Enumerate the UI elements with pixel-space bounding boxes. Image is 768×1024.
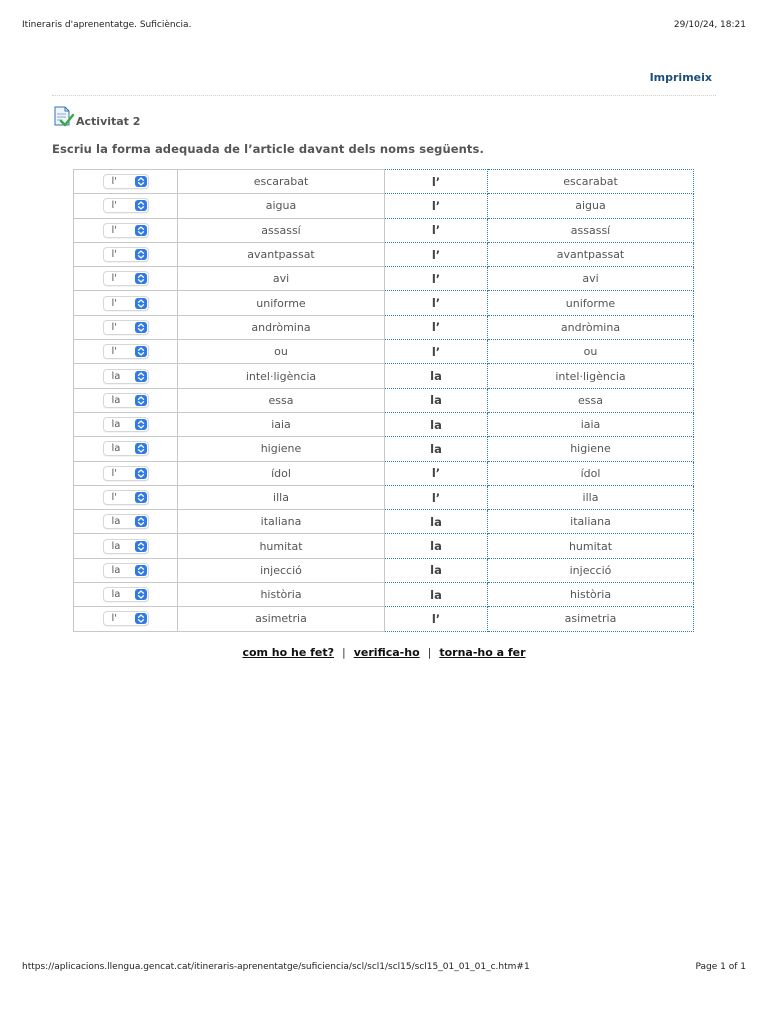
- article-select-value: la: [111, 443, 121, 455]
- answer-article-cell: l’: [385, 242, 488, 266]
- noun-cell: asimetria: [178, 607, 385, 631]
- table-row: [74, 583, 694, 607]
- select-cell: [74, 461, 178, 485]
- article-select-value: la: [111, 419, 121, 431]
- article-select-value: l': [111, 249, 118, 261]
- select-cell: [74, 485, 178, 509]
- chevron-up-down-icon: [135, 541, 147, 552]
- noun-cell: intel·ligència: [178, 364, 385, 388]
- chevron-up-down-icon: [135, 565, 147, 576]
- answer-noun-cell: injecció: [488, 558, 694, 582]
- action-links: [0, 646, 768, 659]
- noun-cell: italiana: [178, 510, 385, 534]
- answer-article-cell: la: [385, 583, 488, 607]
- select-cell: [74, 607, 178, 631]
- noun-cell: iaia: [178, 412, 385, 436]
- noun-cell: avantpassat: [178, 242, 385, 266]
- link-separator: |: [427, 646, 432, 659]
- table-row: [74, 315, 694, 339]
- answer-noun-cell: italiana: [488, 510, 694, 534]
- chevron-up-down-icon: [135, 589, 147, 600]
- table-row: [74, 534, 694, 558]
- chevron-up-down-icon: [135, 443, 147, 454]
- noun-cell: escarabat: [178, 170, 385, 194]
- print-footer-url: https://aplicacions.llengua.gencat.cat/itineraris-aprenentatge/suficiencia/scl/scl1/scl15/scl15_01_01_01_c.htm#1: [22, 962, 530, 972]
- answer-noun-cell: asimetria: [488, 607, 694, 631]
- article-select[interactable]: [103, 296, 149, 311]
- article-select[interactable]: [103, 223, 149, 238]
- chevron-up-down-icon: [135, 346, 147, 357]
- answer-noun-cell: humitat: [488, 534, 694, 558]
- article-select[interactable]: [103, 490, 149, 505]
- table-row: [74, 218, 694, 242]
- article-select-value: l': [111, 492, 118, 503]
- table-row: [74, 291, 694, 315]
- table-row: [74, 510, 694, 534]
- chevron-up-down-icon: [135, 395, 147, 406]
- select-cell: [74, 170, 178, 194]
- article-select[interactable]: [103, 514, 149, 529]
- noun-cell: uniforme: [178, 291, 385, 315]
- table-row: [74, 558, 694, 582]
- answer-article-cell: la: [385, 534, 488, 558]
- noun-cell: avi: [178, 267, 385, 291]
- article-select-value: l': [111, 467, 118, 479]
- answer-noun-cell: higiene: [488, 437, 694, 461]
- answer-noun-cell: iaia: [488, 412, 694, 436]
- chevron-up-down-icon: [135, 371, 147, 382]
- select-cell: [74, 242, 178, 266]
- table-row: [74, 364, 694, 388]
- article-select-value: l': [111, 200, 118, 212]
- select-cell: [74, 340, 178, 364]
- exercise-table: [73, 169, 694, 632]
- noun-cell: ou: [178, 340, 385, 364]
- answer-noun-cell: avi: [488, 267, 694, 291]
- print-link[interactable]: Imprimeix: [649, 71, 712, 84]
- chevron-up-down-icon: [135, 273, 147, 284]
- article-select-value: la: [111, 564, 121, 576]
- noun-cell: assassí: [178, 218, 385, 242]
- table-row: [74, 412, 694, 436]
- answer-article-cell: la: [385, 412, 488, 436]
- table-row: [74, 485, 694, 509]
- select-cell: [74, 218, 178, 242]
- article-select[interactable]: [103, 441, 149, 456]
- article-select-value: l': [111, 346, 118, 358]
- chevron-up-down-icon: [135, 225, 147, 236]
- answer-article-cell: l’: [385, 315, 488, 339]
- article-select-value: l': [111, 613, 118, 625]
- answer-article-cell: la: [385, 388, 488, 412]
- select-cell: [74, 510, 178, 534]
- article-select[interactable]: [103, 344, 149, 359]
- check-link[interactable]: verifica-ho: [353, 646, 420, 659]
- chevron-up-down-icon: [135, 176, 147, 187]
- table-row: [74, 461, 694, 485]
- print-header: [22, 20, 746, 30]
- article-select[interactable]: [103, 393, 149, 408]
- answer-noun-cell: ou: [488, 340, 694, 364]
- answer-article-cell: l’: [385, 485, 488, 509]
- article-select[interactable]: [103, 466, 149, 481]
- table-row: [74, 340, 694, 364]
- chevron-up-down-icon: [135, 613, 147, 624]
- article-select[interactable]: [103, 539, 149, 554]
- divider: [52, 95, 716, 96]
- answer-article-cell: la: [385, 437, 488, 461]
- answer-article-cell: la: [385, 510, 488, 534]
- chevron-up-down-icon: [135, 516, 147, 527]
- answer-noun-cell: avantpassat: [488, 242, 694, 266]
- article-select-value: la: [111, 540, 121, 552]
- select-cell: [74, 291, 178, 315]
- answer-article-cell: l’: [385, 607, 488, 631]
- select-cell: [74, 558, 178, 582]
- chevron-up-down-icon: [135, 492, 147, 503]
- link-separator: |: [342, 646, 346, 659]
- table-row: [74, 170, 694, 194]
- select-cell: [74, 364, 178, 388]
- table-row: [74, 267, 694, 291]
- select-cell: [74, 194, 178, 218]
- table-row: [74, 194, 694, 218]
- noun-cell: humitat: [178, 534, 385, 558]
- noun-cell: aigua: [178, 194, 385, 218]
- answer-noun-cell: andròmina: [488, 315, 694, 339]
- article-select[interactable]: [103, 587, 149, 602]
- how-did-i-do-link[interactable]: com ho he fet?: [242, 646, 335, 659]
- answer-noun-cell: ídol: [488, 461, 694, 485]
- article-select[interactable]: [103, 611, 149, 626]
- instructions: Escriu la forma adequada de l’article davant dels noms següents.: [52, 142, 484, 156]
- activity-check-icon: [52, 106, 74, 128]
- table-row: [74, 242, 694, 266]
- answer-article-cell: l’: [385, 291, 488, 315]
- article-select-value: l': [111, 224, 118, 236]
- article-select[interactable]: [103, 271, 149, 286]
- noun-cell: illa: [178, 485, 385, 509]
- select-cell: [74, 437, 178, 461]
- chevron-up-down-icon: [135, 322, 147, 333]
- select-cell: [74, 412, 178, 436]
- answer-noun-cell: illa: [488, 485, 694, 509]
- table-row: [74, 437, 694, 461]
- answer-article-cell: l’: [385, 461, 488, 485]
- article-select-value: l': [111, 273, 118, 285]
- article-select[interactable]: [103, 563, 149, 578]
- answer-article-cell: l’: [385, 170, 488, 194]
- chevron-up-down-icon: [135, 298, 147, 309]
- select-cell: [74, 583, 178, 607]
- article-select[interactable]: [103, 369, 149, 384]
- answer-article-cell: l’: [385, 340, 488, 364]
- reset-link[interactable]: torna-ho a fer: [439, 646, 526, 659]
- answer-noun-cell: història: [488, 583, 694, 607]
- answer-article-cell: l’: [385, 267, 488, 291]
- answer-noun-cell: uniforme: [488, 291, 694, 315]
- chevron-up-down-icon: [135, 249, 147, 260]
- article-select-value: la: [111, 589, 121, 601]
- article-select-value: la: [111, 516, 121, 528]
- answer-article-cell: la: [385, 364, 488, 388]
- print-header-datetime: 29/10/24, 18:21: [673, 20, 746, 30]
- article-select[interactable]: [103, 247, 149, 262]
- article-select-value: l': [111, 321, 118, 333]
- article-select-value: l': [111, 297, 118, 309]
- print-footer-page: Page 1 of 1: [695, 962, 746, 972]
- answer-noun-cell: essa: [488, 388, 694, 412]
- chevron-up-down-icon: [135, 468, 147, 479]
- noun-cell: essa: [178, 388, 385, 412]
- select-cell: [74, 388, 178, 412]
- noun-cell: injecció: [178, 558, 385, 582]
- chevron-up-down-icon: [135, 200, 147, 211]
- article-select[interactable]: [103, 198, 149, 213]
- answer-article-cell: la: [385, 558, 488, 582]
- article-select[interactable]: [103, 174, 149, 189]
- chevron-up-down-icon: [135, 419, 147, 430]
- article-select[interactable]: [103, 417, 149, 432]
- article-select[interactable]: [103, 320, 149, 335]
- print-footer: [22, 962, 746, 972]
- answer-noun-cell: intel·ligència: [488, 364, 694, 388]
- table-row: [74, 388, 694, 412]
- select-cell: [74, 534, 178, 558]
- activity-title: Activitat 2: [76, 115, 141, 128]
- noun-cell: història: [178, 583, 385, 607]
- answer-noun-cell: aigua: [488, 194, 694, 218]
- noun-cell: higiene: [178, 437, 385, 461]
- print-header-title: Itineraris d'aprenentatge. Suficiència.: [22, 20, 192, 30]
- table-row: [74, 607, 694, 631]
- select-cell: [74, 315, 178, 339]
- noun-cell: ídol: [178, 461, 385, 485]
- article-select-value: l': [111, 176, 118, 188]
- activity-header: [52, 106, 140, 128]
- noun-cell: andròmina: [178, 315, 385, 339]
- article-select-value: la: [111, 394, 121, 406]
- answer-noun-cell: assassí: [488, 218, 694, 242]
- answer-article-cell: l’: [385, 194, 488, 218]
- select-cell: [74, 267, 178, 291]
- article-select-value: la: [111, 370, 121, 382]
- answer-article-cell: l’: [385, 218, 488, 242]
- answer-noun-cell: escarabat: [488, 170, 694, 194]
